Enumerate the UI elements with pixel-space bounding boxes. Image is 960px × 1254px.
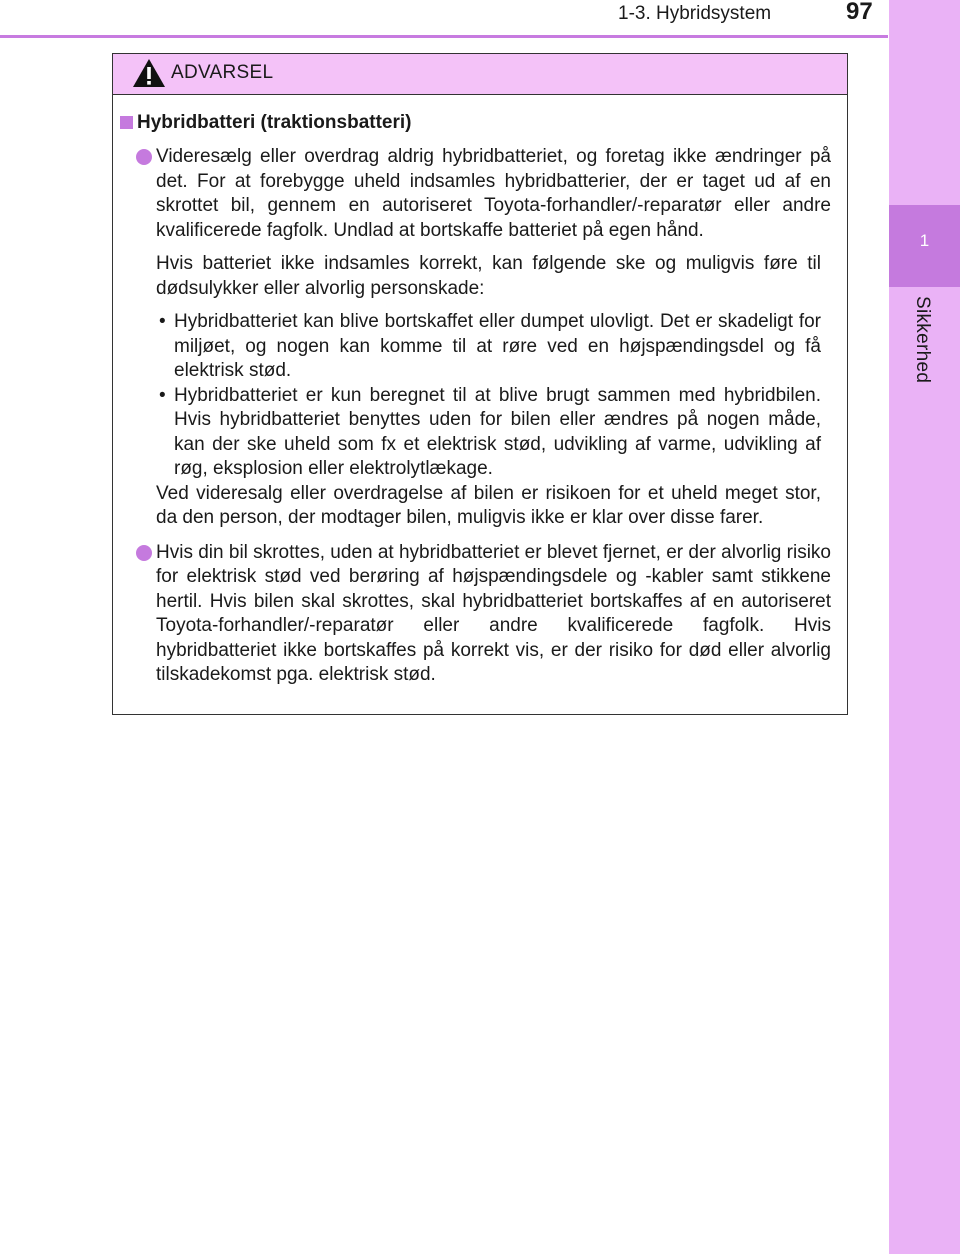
bullet-1-para-3-text: Ved videresalg eller overdragelse af bilen er risikoen for et uheld meget stor, da den person, der modtager bilen, muligvis ikke er klar over disse farer.: [156, 482, 821, 528]
chapter-side-tab: [889, 0, 960, 1254]
warning-heading: [113, 111, 839, 135]
list-item: [156, 310, 829, 384]
bullet-1-paragraph-3: [113, 482, 839, 531]
warning-box: [112, 53, 848, 715]
list-item: [156, 384, 829, 482]
bullet-paragraph-2: [113, 541, 839, 688]
warning-heading-text: Hybridbatteri (traktionsbatteri): [137, 112, 412, 133]
warning-label: ADVARSEL: [171, 62, 274, 83]
bullet-2-text: Hvis din bil skrottes, uden at hybridbatteriet er blevet fjernet, er der alvorlig risiko for elektrisk stød ved berøring af højspændingsdele og -kabler samt stikkene hertil. Hvis bilen skal skrottes, skal hybridbatteriet bortskaffes af en autoriseret Toyota-forhandler/-reparatør eller andre kvalificerede fagfolk. Hvis hybridbatteriet ikke bortskaffes på korrekt vis, er der risiko for død eller alvorlig tilskadekomst pga. elektrisk stød.: [156, 541, 831, 685]
bullet-paragraph-1: [113, 145, 839, 243]
bullet-1-para-2-text: Hvis batteriet ikke indsamles korrekt, kan følgende ske og muligvis føre til dødsulykker eller alvorlig personskade:: [156, 253, 821, 299]
bullet-1-paragraph-2: [113, 252, 839, 301]
list-marker: •: [159, 384, 166, 406]
square-bullet-icon: [120, 116, 133, 129]
circle-bullet-icon: [136, 149, 152, 165]
consequence-list: [156, 310, 839, 482]
section-title: 1-3. Hybridsystem: [618, 3, 772, 24]
warning-header: [113, 54, 847, 95]
header-rule: [0, 35, 888, 38]
warning-body: [113, 95, 847, 688]
page-number: 97: [846, 0, 873, 25]
bullet-1-text: Videresælg eller overdrag aldrig hybridbatteriet, og foretag ikke ændringer på det. For at forebygge uheld indsamles hybridbatterier, der er taget ud af en skrottet bil, gennem en autoriseret Toyota-forhandler/-reparatør eller andre kvalificerede fagfolk. Undlad at bortskaffe batteriet på egen hånd.: [156, 146, 831, 241]
list-item-text: Hybridbatteriet kan blive bortskaffet eller dumpet ulovligt. Det er skadeligt for miljøet, og nogen kan komme til at røre ved en højspændingsdel og få elektrisk stød.: [174, 311, 821, 381]
chapter-label: Sikkerhed: [912, 296, 933, 384]
chapter-number-tab[interactable]: [889, 205, 960, 287]
list-marker: •: [159, 311, 166, 332]
list-item-text: Hybridbatteriet er kun beregnet til at blive brugt sammen med hybridbilen. Hvis hybridbatteriet benyttes uden for bilen eller ændres på nogen måde, kan der ske uheld som fx et elektrisk stød, udvikling af varme, udvikling af røg, eksplosion eller elektrolytlækage.: [174, 384, 821, 479]
chapter-number: 1: [919, 231, 930, 250]
warning-triangle-icon: [132, 58, 166, 88]
circle-bullet-icon: [136, 545, 152, 561]
